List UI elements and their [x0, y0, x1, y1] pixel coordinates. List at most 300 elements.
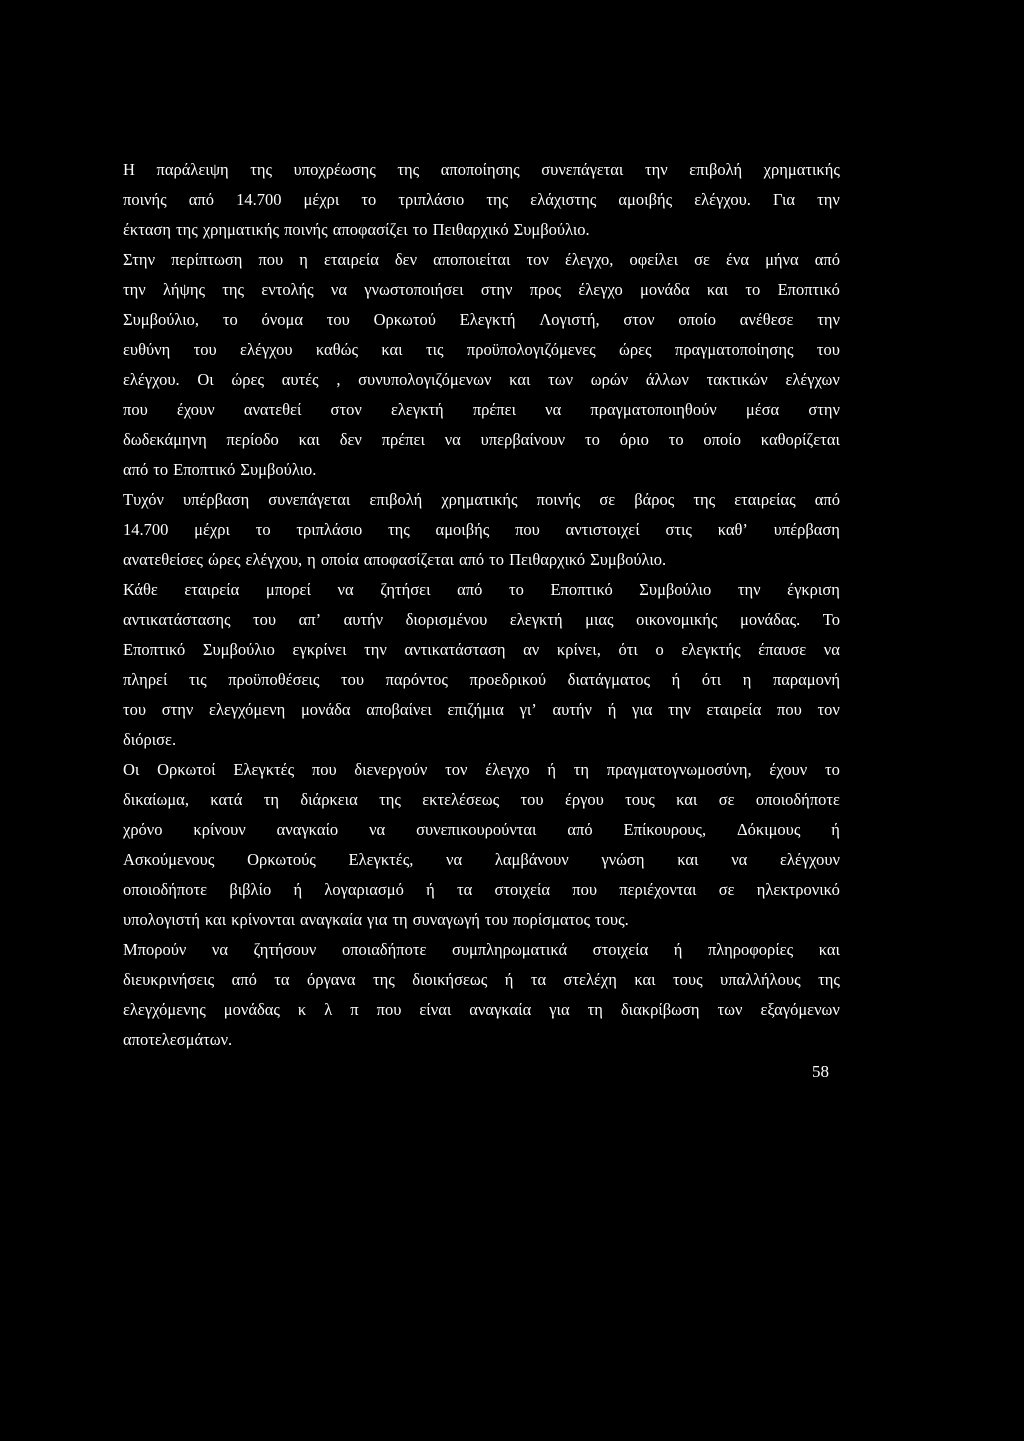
word: προς — [529, 280, 562, 299]
word: αμοιβής — [618, 190, 673, 209]
word: τη — [392, 910, 408, 929]
word: π — [350, 1000, 359, 1019]
word: αποβαίνει — [366, 700, 432, 719]
word: στον — [623, 310, 655, 329]
word: το — [222, 310, 238, 329]
word: από — [458, 550, 485, 569]
word: την — [364, 640, 387, 659]
word: Η — [123, 160, 135, 179]
word: πρέπει — [472, 400, 517, 419]
word: που — [515, 520, 540, 539]
word: οφείλει — [629, 250, 679, 269]
text-line — [123, 1025, 840, 1055]
word: Εποπτικό — [777, 280, 840, 299]
word: στις — [665, 520, 692, 539]
text-line — [123, 545, 840, 575]
word: ελέγχου, — [245, 550, 303, 569]
word: είναι — [419, 1000, 452, 1019]
word: χρόνο — [123, 820, 163, 839]
word: συνυπολογιζόμενων — [358, 370, 492, 389]
word: ελέγχουν — [779, 850, 840, 869]
word: της — [379, 790, 401, 809]
word: και — [818, 940, 840, 959]
text-line — [123, 815, 840, 845]
word: οποίο — [678, 310, 716, 329]
word: ελεγκτή — [390, 400, 444, 419]
word: το — [584, 430, 600, 449]
text-line — [123, 185, 840, 215]
word: για — [549, 1000, 570, 1019]
word: υπερβαίνουν — [480, 430, 566, 449]
word: συνεπάγεται — [541, 160, 624, 179]
word: της — [387, 520, 410, 539]
text-line — [123, 275, 840, 305]
word: τα — [530, 970, 547, 989]
word: Το — [822, 610, 840, 629]
word: ένα — [725, 250, 750, 269]
word: οποία — [320, 550, 359, 569]
word: λ — [324, 1000, 333, 1019]
word: μέχρι — [303, 190, 340, 209]
word: την — [123, 280, 146, 299]
word: τα — [274, 970, 290, 989]
word: η — [307, 550, 316, 569]
word: αντιστοιχεί — [565, 520, 640, 539]
word: διατάγματος — [567, 670, 651, 689]
word: κρίνονται — [231, 910, 296, 929]
word: Ασκούμενους — [123, 850, 215, 869]
word: ή — [504, 970, 514, 989]
word: η — [742, 670, 752, 689]
document-body — [123, 155, 840, 1055]
word: μπορεί — [265, 580, 311, 599]
word: πραγματογνωμοσύνη, — [606, 760, 752, 779]
word: ελέγχου. — [123, 370, 180, 389]
word: του — [253, 610, 277, 629]
word: τους — [625, 790, 655, 809]
word: Συμβούλιο. — [240, 460, 317, 479]
word: και — [677, 850, 699, 869]
word: ελεγχόμενης — [123, 1000, 206, 1019]
text-line — [123, 905, 840, 935]
word: αποτελεσμάτων. — [123, 1030, 233, 1049]
word: Συμβούλιο. — [590, 550, 667, 569]
word: όνομα — [261, 310, 303, 329]
word: καθορίζεται — [760, 430, 840, 449]
word: κρίνουν — [193, 820, 246, 839]
word: και — [676, 790, 698, 809]
word: σε — [694, 250, 710, 269]
text-line — [123, 785, 840, 815]
word: ελεγκτή — [509, 610, 563, 629]
word: να — [731, 850, 748, 869]
word: μέσα — [745, 400, 780, 419]
word: υποχρέωσης — [293, 160, 376, 179]
word: εντολής — [261, 280, 314, 299]
word: οποιοδήποτε — [123, 880, 208, 899]
word: που — [777, 700, 802, 719]
word: να — [545, 400, 562, 419]
word: και — [298, 430, 320, 449]
word: τακτικών — [706, 370, 768, 389]
word: τη — [263, 790, 279, 809]
word: ζητήσουν — [253, 940, 317, 959]
word: έλεγχο, — [564, 250, 614, 269]
word: μονάδα — [639, 280, 690, 299]
word: γνώση — [601, 850, 645, 869]
word: ότι — [701, 670, 722, 689]
word: το — [412, 220, 428, 239]
word: οικονομικής — [636, 610, 718, 629]
text-line — [123, 245, 840, 275]
word: που — [572, 880, 598, 899]
word: ωρών — [590, 370, 629, 389]
word: όργανα — [307, 970, 356, 989]
word: έπαυσε — [758, 640, 807, 659]
word: του — [340, 670, 365, 689]
word: της — [397, 160, 420, 179]
word: Συμβούλιο — [639, 580, 712, 599]
word: ή — [607, 700, 617, 719]
word: δικαίωμα, — [123, 790, 189, 809]
word: συμπληρωματικά — [451, 940, 568, 959]
word: η — [299, 250, 308, 269]
text-line — [123, 305, 840, 335]
word: που — [311, 760, 337, 779]
word: Ορκωτούς — [247, 850, 316, 869]
word: το — [255, 520, 271, 539]
word: παρόντος — [385, 670, 448, 689]
word: κ — [297, 1000, 307, 1019]
word: αυτήν — [552, 700, 593, 719]
word: ανατεθεί — [243, 400, 302, 419]
word: έχουν — [176, 400, 215, 419]
word: της — [693, 490, 716, 509]
word: περίοδο — [226, 430, 279, 449]
word: διακρίβωση — [620, 1000, 700, 1019]
word: Ορκωτοί — [157, 760, 216, 779]
word: της — [176, 220, 198, 239]
word: προεδρικού — [469, 670, 547, 689]
word: Πειθαρχικό — [509, 550, 586, 569]
word: επιζήμια — [447, 700, 504, 719]
word: από — [188, 190, 214, 209]
word: το — [489, 550, 505, 569]
word: δεν — [339, 430, 362, 449]
word: τριπλάσιο — [296, 520, 363, 539]
word: Συμβούλιο — [202, 640, 275, 659]
word: από — [567, 820, 593, 839]
word: την — [668, 700, 691, 719]
word: το — [361, 190, 377, 209]
word: ευθύνη — [123, 340, 171, 359]
word: ή — [831, 820, 840, 839]
word: την — [817, 310, 840, 329]
word: πραγματοποιηθούν — [590, 400, 717, 419]
text-line — [123, 515, 840, 545]
word: συναγωγή — [412, 910, 480, 929]
word: του — [326, 310, 350, 329]
word: αντικατάστασης — [123, 610, 231, 629]
word: μέχρι — [194, 520, 230, 539]
word: Λογιστή, — [539, 310, 600, 329]
word: ποινής — [284, 220, 328, 239]
word: Μπορούν — [123, 940, 187, 959]
word: στοιχεία — [592, 940, 649, 959]
page-number: 58 — [812, 1062, 829, 1081]
word: διάρκεια — [300, 790, 358, 809]
text-line — [123, 725, 840, 755]
word: το — [824, 760, 840, 779]
word: ελεγχόμενη — [209, 700, 286, 719]
word: ελεγκτής — [681, 640, 741, 659]
text-line — [123, 605, 840, 635]
word: που — [258, 250, 284, 269]
word: εταιρεία — [323, 250, 379, 269]
word: αποφασίζει — [332, 220, 408, 239]
word: επιβολή — [369, 490, 423, 509]
word: διόρισε. — [123, 730, 177, 749]
word: και — [204, 910, 227, 929]
text-line — [123, 335, 840, 365]
word: εταιρεία — [184, 580, 240, 599]
word: οποίο — [703, 430, 741, 449]
word: ελέγχου — [240, 340, 293, 359]
word: αναγκαίο — [276, 820, 339, 839]
word: αναγκαία — [300, 910, 362, 929]
text-line — [123, 635, 840, 665]
word: όριο — [619, 430, 649, 449]
word: περιέχονται — [619, 880, 697, 899]
word: πραγματοποίησης — [674, 340, 794, 359]
word: έγκριση — [787, 580, 840, 599]
word: βάρος — [634, 490, 675, 509]
word: παράλειψη — [156, 160, 229, 179]
word: που — [376, 1000, 402, 1019]
word: της — [372, 970, 395, 989]
text-line — [123, 755, 840, 785]
word: Εποπτικό — [123, 640, 186, 659]
word: Πειθαρχικό — [432, 220, 509, 239]
word: ελέγχων — [785, 370, 840, 389]
word: ή — [671, 670, 681, 689]
word: Οι — [123, 760, 140, 779]
word: υπαλλήλους — [720, 970, 801, 989]
word: τον — [817, 700, 840, 719]
word: δωδεκάμηνη — [123, 430, 207, 449]
word: την — [817, 190, 840, 209]
word: μονάδας. — [739, 610, 801, 629]
word: προϋπολογιζόμενες — [466, 340, 596, 359]
word: υπολογιστή — [123, 910, 200, 929]
word: εγκρίνει — [292, 640, 347, 659]
word: λαμβάνουν — [494, 850, 569, 869]
word: εταιρεία — [706, 700, 762, 719]
word: ποινής — [123, 190, 167, 209]
word: του — [520, 790, 544, 809]
word: ώρες — [619, 340, 652, 359]
word: και — [634, 970, 656, 989]
text-line — [123, 155, 840, 185]
text-line — [123, 455, 840, 485]
word: τη — [573, 760, 590, 779]
word: συνεπάγεται — [268, 490, 351, 509]
word: στον — [330, 400, 362, 419]
word: ανατεθείσες — [123, 550, 203, 569]
word: και — [381, 340, 403, 359]
word: ηλεκτρονικό — [756, 880, 840, 899]
word: τους. — [595, 910, 629, 929]
word: έργου — [564, 790, 604, 809]
word: 14.700 — [236, 190, 282, 209]
word: κρίνει, — [556, 640, 601, 659]
text-line — [123, 665, 840, 695]
word: συνεπικουρούνται — [416, 820, 537, 839]
word: του — [484, 910, 508, 929]
word: ή — [426, 880, 435, 899]
word: τις — [189, 670, 207, 689]
word: αν — [523, 640, 540, 659]
word: ποινής — [536, 490, 581, 509]
word: , — [336, 370, 341, 389]
text-line — [123, 965, 840, 995]
text-line — [123, 485, 840, 515]
word: Ελεγκτές, — [348, 850, 414, 869]
text-line — [123, 575, 840, 605]
word: ώρες — [231, 370, 264, 389]
word: εξαγόμενων — [760, 1000, 840, 1019]
word: ή — [293, 880, 303, 899]
word: σε — [599, 490, 616, 509]
word: έλεγχο — [578, 280, 623, 299]
word: τον — [526, 250, 549, 269]
word: γι’ — [519, 700, 537, 719]
word: για — [366, 910, 388, 929]
word: καθώς — [315, 340, 359, 359]
word: το — [745, 280, 761, 299]
word: διενεργούν — [354, 760, 428, 779]
word: λήψης — [163, 280, 205, 299]
word: παραμονή — [772, 670, 840, 689]
word: της — [222, 280, 245, 299]
word: ή — [547, 760, 556, 779]
word: των — [717, 1000, 743, 1019]
word: της — [250, 160, 273, 179]
text-line — [123, 875, 840, 905]
word: Συμβούλιο. — [513, 220, 590, 239]
word: προϋποθέσεις — [228, 670, 320, 689]
word: βιβλίο — [229, 880, 272, 899]
word: τριπλάσιο — [398, 190, 465, 209]
word: χρηματικής — [763, 160, 840, 179]
word: ώρες — [207, 550, 241, 569]
word: αποποιείται — [433, 250, 511, 269]
word: Ελεγκτή — [459, 310, 516, 329]
word: διευκρινήσεις — [123, 970, 215, 989]
word: υπέρβαση — [773, 520, 840, 539]
text-line — [123, 425, 840, 455]
word: αυτήν — [343, 610, 384, 629]
word: υπέρβαση — [182, 490, 250, 509]
word: ανέθεσε — [739, 310, 794, 329]
text-line — [123, 695, 840, 725]
word: αντικατάσταση — [404, 640, 506, 659]
word: στην — [808, 400, 840, 419]
word: έχουν — [769, 760, 808, 779]
word: αποποίησης — [440, 160, 520, 179]
word: Εποπτικό — [550, 580, 613, 599]
word: Κάθε — [123, 580, 158, 599]
word: διορισμένου — [405, 610, 488, 629]
word: κατά — [210, 790, 243, 809]
word: να — [211, 940, 229, 959]
word: το — [153, 460, 169, 479]
word: μιας — [585, 610, 614, 629]
word: της — [486, 190, 509, 209]
word: αποφασίζεται — [363, 550, 454, 569]
word: από — [457, 580, 483, 599]
word: χρηματικής — [441, 490, 518, 509]
word: σε — [718, 790, 735, 809]
word: πορίσματος — [512, 910, 591, 929]
word: τα — [456, 880, 473, 899]
word: λογαριασμό — [324, 880, 404, 899]
word: την — [644, 160, 668, 179]
word: στην — [480, 280, 513, 299]
word: έκταση — [123, 220, 172, 239]
word: τη — [587, 1000, 603, 1019]
text-line — [123, 365, 840, 395]
word: ο — [655, 640, 664, 659]
word: πληρεί — [123, 670, 168, 689]
word: σε — [718, 880, 735, 899]
text-line — [123, 395, 840, 425]
word: τους — [673, 970, 703, 989]
word: από — [814, 490, 840, 509]
word: στελέχη — [563, 970, 617, 989]
word: να — [446, 850, 463, 869]
word: Στην — [123, 250, 156, 269]
text-line — [123, 215, 840, 245]
word: και — [706, 280, 729, 299]
word: Συμβούλιο, — [123, 310, 200, 329]
word: απ’ — [298, 610, 322, 629]
word: Για — [772, 190, 796, 209]
text-line — [123, 845, 840, 875]
word: να — [369, 820, 386, 839]
word: πληροφορίες — [707, 940, 794, 959]
word: του — [816, 340, 840, 359]
word: στην — [161, 700, 194, 719]
word: την — [737, 580, 761, 599]
word: ή — [673, 940, 683, 959]
word: γνωστοποιήσει — [364, 280, 464, 299]
word: από — [814, 250, 840, 269]
word: Εποπτικό — [173, 460, 236, 479]
word: στοιχεία — [494, 880, 551, 899]
word: μήνα — [765, 250, 799, 269]
word: για — [632, 700, 653, 719]
word: άλλων — [645, 370, 689, 389]
text-line — [123, 935, 840, 965]
word: ελέγχου. — [694, 190, 751, 209]
word: Τυχόν — [123, 490, 164, 509]
word: της — [818, 970, 840, 989]
word: αυτές — [281, 370, 319, 389]
word: ζητήσει — [380, 580, 431, 599]
word: καθ’ — [717, 520, 748, 539]
word: εκτελέσεως — [422, 790, 500, 809]
